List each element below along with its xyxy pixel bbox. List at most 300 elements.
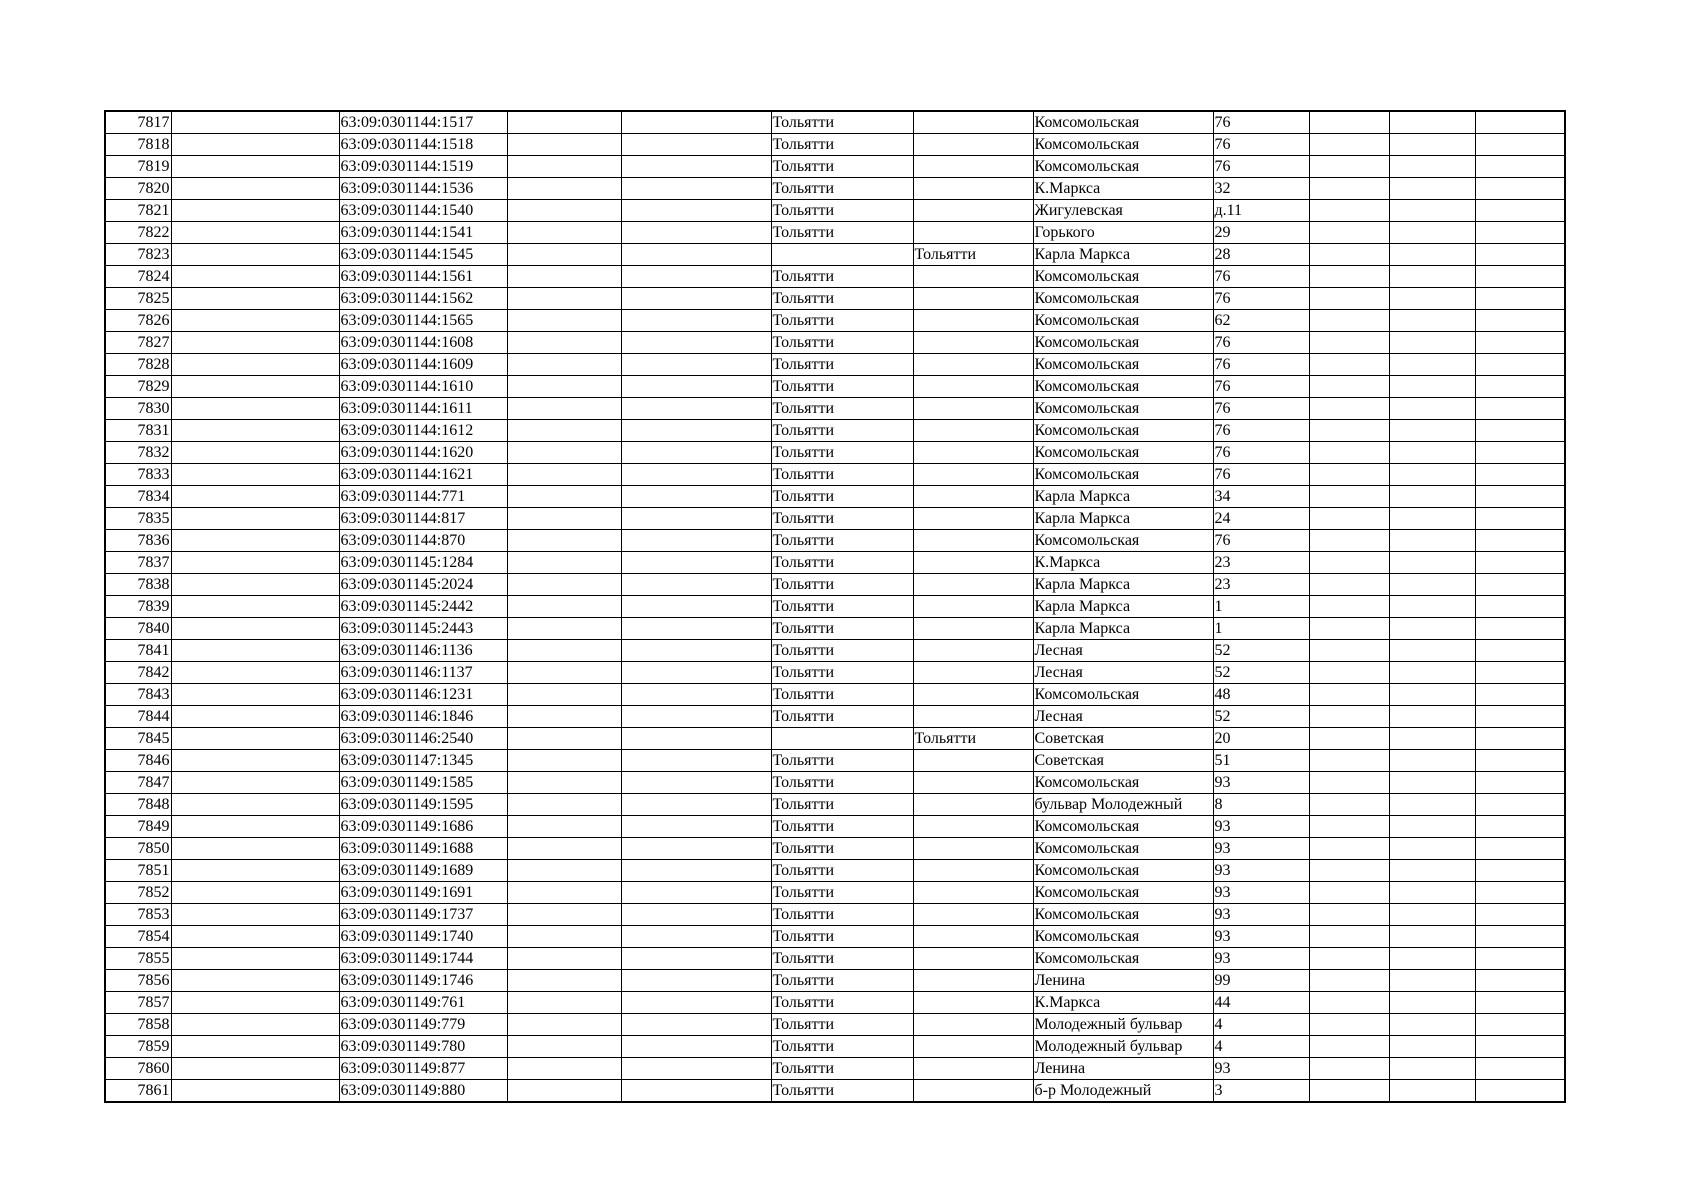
- city-cell: Тольятти: [771, 750, 913, 772]
- empty-cell: [171, 970, 339, 992]
- empty-cell: [1389, 838, 1475, 860]
- empty-cell: [1389, 486, 1475, 508]
- row-number-cell: 7829: [105, 376, 171, 398]
- settlement-cell: [913, 332, 1033, 354]
- settlement-cell: [913, 1014, 1033, 1036]
- empty-cell: [507, 508, 621, 530]
- empty-cell: [171, 574, 339, 596]
- table-row: [105, 596, 1565, 618]
- empty-cell: [621, 772, 771, 794]
- empty-cell: [621, 1036, 771, 1058]
- empty-cell: [621, 222, 771, 244]
- empty-cell: [1309, 750, 1389, 772]
- settlement-cell: [913, 376, 1033, 398]
- empty-cell: [171, 882, 339, 904]
- empty-cell: [1475, 948, 1565, 970]
- empty-cell: [1309, 794, 1389, 816]
- table-row: [105, 134, 1565, 156]
- empty-cell: [621, 684, 771, 706]
- empty-cell: [621, 948, 771, 970]
- city-cell: Тольятти: [771, 1014, 913, 1036]
- empty-cell: [621, 838, 771, 860]
- empty-cell: [621, 310, 771, 332]
- cadastral-number-cell: 63:09:0301149:877: [339, 1058, 507, 1080]
- empty-cell: [507, 442, 621, 464]
- street-cell: Комсомольская: [1033, 134, 1213, 156]
- row-number-cell: 7831: [105, 420, 171, 442]
- house-number-cell: 23: [1213, 574, 1309, 596]
- table-row: [105, 222, 1565, 244]
- settlement-cell: [913, 706, 1033, 728]
- empty-cell: [507, 728, 621, 750]
- empty-cell: [1475, 970, 1565, 992]
- empty-cell: [1389, 310, 1475, 332]
- empty-cell: [507, 134, 621, 156]
- settlement-cell: [913, 156, 1033, 178]
- house-number-cell: 76: [1213, 530, 1309, 552]
- row-number-cell: 7835: [105, 508, 171, 530]
- settlement-cell: [913, 1058, 1033, 1080]
- empty-cell: [507, 574, 621, 596]
- empty-cell: [507, 530, 621, 552]
- street-cell: Комсомольская: [1033, 266, 1213, 288]
- empty-cell: [1389, 816, 1475, 838]
- empty-cell: [1475, 310, 1565, 332]
- row-number-cell: 7854: [105, 926, 171, 948]
- empty-cell: [171, 376, 339, 398]
- city-cell: Тольятти: [771, 420, 913, 442]
- registry-table-body: [105, 111, 1565, 1102]
- empty-cell: [1309, 860, 1389, 882]
- empty-cell: [1389, 398, 1475, 420]
- street-cell: Комсомольская: [1033, 860, 1213, 882]
- empty-cell: [171, 552, 339, 574]
- registry-sheet: [104, 110, 1566, 1103]
- empty-cell: [507, 310, 621, 332]
- settlement-cell: [913, 816, 1033, 838]
- city-cell: Тольятти: [771, 816, 913, 838]
- house-number-cell: 29: [1213, 222, 1309, 244]
- row-number-cell: 7849: [105, 816, 171, 838]
- empty-cell: [171, 904, 339, 926]
- cadastral-number-cell: 63:09:0301149:880: [339, 1080, 507, 1103]
- empty-cell: [1309, 1014, 1389, 1036]
- empty-cell: [1309, 530, 1389, 552]
- table-row: [105, 111, 1565, 134]
- settlement-cell: Тольятти: [913, 728, 1033, 750]
- cadastral-number-cell: 63:09:0301145:2443: [339, 618, 507, 640]
- empty-cell: [1389, 794, 1475, 816]
- row-number-cell: 7851: [105, 860, 171, 882]
- house-number-cell: 76: [1213, 266, 1309, 288]
- empty-cell: [1389, 1058, 1475, 1080]
- city-cell: Тольятти: [771, 178, 913, 200]
- empty-cell: [1389, 420, 1475, 442]
- empty-cell: [507, 244, 621, 266]
- street-cell: Комсомольская: [1033, 530, 1213, 552]
- empty-cell: [1389, 882, 1475, 904]
- cadastral-number-cell: 63:09:0301144:1621: [339, 464, 507, 486]
- city-cell: Тольятти: [771, 486, 913, 508]
- street-cell: Комсомольская: [1033, 926, 1213, 948]
- empty-cell: [1309, 398, 1389, 420]
- empty-cell: [507, 222, 621, 244]
- city-cell: Тольятти: [771, 288, 913, 310]
- empty-cell: [171, 508, 339, 530]
- empty-cell: [1475, 200, 1565, 222]
- table-row: [105, 420, 1565, 442]
- table-row: [105, 442, 1565, 464]
- empty-cell: [171, 354, 339, 376]
- empty-cell: [171, 772, 339, 794]
- empty-cell: [1475, 111, 1565, 134]
- table-row: [105, 992, 1565, 1014]
- table-row: [105, 860, 1565, 882]
- house-number-cell: 93: [1213, 904, 1309, 926]
- empty-cell: [1475, 420, 1565, 442]
- empty-cell: [621, 354, 771, 376]
- empty-cell: [621, 134, 771, 156]
- settlement-cell: [913, 640, 1033, 662]
- empty-cell: [1475, 640, 1565, 662]
- empty-cell: [171, 728, 339, 750]
- empty-cell: [171, 948, 339, 970]
- row-number-cell: 7837: [105, 552, 171, 574]
- empty-cell: [1389, 530, 1475, 552]
- row-number-cell: 7861: [105, 1080, 171, 1103]
- row-number-cell: 7828: [105, 354, 171, 376]
- cadastral-number-cell: 63:09:0301149:1595: [339, 794, 507, 816]
- table-row: [105, 970, 1565, 992]
- empty-cell: [1389, 574, 1475, 596]
- city-cell: Тольятти: [771, 1036, 913, 1058]
- row-number-cell: 7841: [105, 640, 171, 662]
- city-cell: Тольятти: [771, 332, 913, 354]
- settlement-cell: [913, 596, 1033, 618]
- row-number-cell: 7857: [105, 992, 171, 1014]
- empty-cell: [507, 552, 621, 574]
- empty-cell: [1475, 222, 1565, 244]
- empty-cell: [171, 1014, 339, 1036]
- cadastral-number-cell: 63:09:0301144:1612: [339, 420, 507, 442]
- settlement-cell: [913, 222, 1033, 244]
- empty-cell: [171, 332, 339, 354]
- empty-cell: [621, 904, 771, 926]
- settlement-cell: [913, 530, 1033, 552]
- empty-cell: [171, 178, 339, 200]
- house-number-cell: 76: [1213, 464, 1309, 486]
- empty-cell: [1309, 882, 1389, 904]
- street-cell: Комсомольская: [1033, 376, 1213, 398]
- empty-cell: [171, 244, 339, 266]
- cadastral-number-cell: 63:09:0301144:1519: [339, 156, 507, 178]
- cadastral-number-cell: 63:09:0301146:1137: [339, 662, 507, 684]
- city-cell: Тольятти: [771, 134, 913, 156]
- empty-cell: [507, 794, 621, 816]
- city-cell: Тольятти: [771, 376, 913, 398]
- settlement-cell: [913, 354, 1033, 376]
- cadastral-number-cell: 63:09:0301144:1562: [339, 288, 507, 310]
- settlement-cell: [913, 618, 1033, 640]
- empty-cell: [1389, 376, 1475, 398]
- city-cell: Тольятти: [771, 640, 913, 662]
- street-cell: б-р Молодежный: [1033, 1080, 1213, 1103]
- table-row: [105, 1080, 1565, 1103]
- cadastral-number-cell: 63:09:0301144:870: [339, 530, 507, 552]
- row-number-cell: 7838: [105, 574, 171, 596]
- empty-cell: [507, 662, 621, 684]
- city-cell: Тольятти: [771, 860, 913, 882]
- empty-cell: [1389, 684, 1475, 706]
- cadastral-number-cell: 63:09:0301149:761: [339, 992, 507, 1014]
- empty-cell: [621, 640, 771, 662]
- empty-cell: [1389, 222, 1475, 244]
- settlement-cell: [913, 552, 1033, 574]
- empty-cell: [507, 816, 621, 838]
- house-number-cell: 1: [1213, 596, 1309, 618]
- row-number-cell: 7825: [105, 288, 171, 310]
- house-number-cell: 76: [1213, 332, 1309, 354]
- empty-cell: [1475, 904, 1565, 926]
- empty-cell: [621, 156, 771, 178]
- settlement-cell: [913, 750, 1033, 772]
- empty-cell: [1389, 618, 1475, 640]
- row-number-cell: 7827: [105, 332, 171, 354]
- cadastral-number-cell: 63:09:0301149:780: [339, 1036, 507, 1058]
- street-cell: Карла Маркса: [1033, 618, 1213, 640]
- empty-cell: [507, 288, 621, 310]
- settlement-cell: [913, 398, 1033, 420]
- cadastral-number-cell: 63:09:0301144:1609: [339, 354, 507, 376]
- empty-cell: [1475, 684, 1565, 706]
- settlement-cell: [913, 1036, 1033, 1058]
- house-number-cell: 76: [1213, 156, 1309, 178]
- empty-cell: [171, 860, 339, 882]
- row-number-cell: 7859: [105, 1036, 171, 1058]
- empty-cell: [171, 1080, 339, 1103]
- settlement-cell: [913, 266, 1033, 288]
- empty-cell: [621, 111, 771, 134]
- settlement-cell: [913, 662, 1033, 684]
- house-number-cell: 32: [1213, 178, 1309, 200]
- house-number-cell: 62: [1213, 310, 1309, 332]
- empty-cell: [1309, 310, 1389, 332]
- empty-cell: [1389, 552, 1475, 574]
- empty-cell: [1475, 332, 1565, 354]
- cadastral-number-cell: 63:09:0301149:779: [339, 1014, 507, 1036]
- empty-cell: [507, 772, 621, 794]
- table-row: [105, 464, 1565, 486]
- row-number-cell: 7826: [105, 310, 171, 332]
- settlement-cell: [913, 882, 1033, 904]
- street-cell: К.Маркса: [1033, 552, 1213, 574]
- table-row: [105, 530, 1565, 552]
- empty-cell: [1309, 464, 1389, 486]
- empty-cell: [1309, 332, 1389, 354]
- cadastral-number-cell: 63:09:0301144:771: [339, 486, 507, 508]
- street-cell: Комсомольская: [1033, 310, 1213, 332]
- settlement-cell: [913, 684, 1033, 706]
- empty-cell: [1475, 1036, 1565, 1058]
- empty-cell: [1389, 948, 1475, 970]
- empty-cell: [621, 332, 771, 354]
- empty-cell: [171, 530, 339, 552]
- empty-cell: [1309, 574, 1389, 596]
- city-cell: Тольятти: [771, 156, 913, 178]
- cadastral-number-cell: 63:09:0301144:1545: [339, 244, 507, 266]
- empty-cell: [1389, 926, 1475, 948]
- settlement-cell: [913, 904, 1033, 926]
- house-number-cell: 76: [1213, 442, 1309, 464]
- row-number-cell: 7860: [105, 1058, 171, 1080]
- table-row: [105, 1058, 1565, 1080]
- street-cell: бульвар Молодежный: [1033, 794, 1213, 816]
- street-cell: Комсомольская: [1033, 838, 1213, 860]
- empty-cell: [1309, 728, 1389, 750]
- empty-cell: [1309, 156, 1389, 178]
- cadastral-number-cell: 63:09:0301149:1744: [339, 948, 507, 970]
- empty-cell: [621, 200, 771, 222]
- settlement-cell: [913, 420, 1033, 442]
- empty-cell: [1475, 728, 1565, 750]
- street-cell: Лесная: [1033, 662, 1213, 684]
- empty-cell: [621, 926, 771, 948]
- empty-cell: [1475, 816, 1565, 838]
- table-row: [105, 948, 1565, 970]
- row-number-cell: 7847: [105, 772, 171, 794]
- cadastral-number-cell: 63:09:0301149:1737: [339, 904, 507, 926]
- street-cell: Комсомольская: [1033, 398, 1213, 420]
- empty-cell: [1309, 706, 1389, 728]
- empty-cell: [621, 178, 771, 200]
- registry-table: [104, 110, 1566, 1103]
- table-row: [105, 772, 1565, 794]
- settlement-cell: [913, 574, 1033, 596]
- cadastral-number-cell: 63:09:0301145:2024: [339, 574, 507, 596]
- row-number-cell: 7820: [105, 178, 171, 200]
- empty-cell: [1389, 244, 1475, 266]
- empty-cell: [171, 706, 339, 728]
- empty-cell: [1309, 948, 1389, 970]
- empty-cell: [1309, 684, 1389, 706]
- street-cell: Комсомольская: [1033, 420, 1213, 442]
- table-row: [105, 882, 1565, 904]
- empty-cell: [171, 618, 339, 640]
- empty-cell: [1389, 111, 1475, 134]
- empty-cell: [1309, 662, 1389, 684]
- table-row: [105, 706, 1565, 728]
- street-cell: Комсомольская: [1033, 684, 1213, 706]
- city-cell: Тольятти: [771, 1058, 913, 1080]
- empty-cell: [171, 662, 339, 684]
- empty-cell: [1309, 442, 1389, 464]
- city-cell: Тольятти: [771, 111, 913, 134]
- empty-cell: [1309, 354, 1389, 376]
- row-number-cell: 7817: [105, 111, 171, 134]
- settlement-cell: [913, 992, 1033, 1014]
- cadastral-number-cell: 63:09:0301144:1565: [339, 310, 507, 332]
- empty-cell: [1309, 178, 1389, 200]
- empty-cell: [1389, 706, 1475, 728]
- empty-cell: [171, 1058, 339, 1080]
- empty-cell: [1475, 508, 1565, 530]
- cadastral-number-cell: 63:09:0301149:1691: [339, 882, 507, 904]
- empty-cell: [1389, 860, 1475, 882]
- city-cell: Тольятти: [771, 310, 913, 332]
- cadastral-number-cell: 63:09:0301144:1620: [339, 442, 507, 464]
- house-number-cell: 52: [1213, 662, 1309, 684]
- empty-cell: [1389, 772, 1475, 794]
- street-cell: Комсомольская: [1033, 111, 1213, 134]
- empty-cell: [1475, 926, 1565, 948]
- table-row: [105, 244, 1565, 266]
- house-number-cell: 76: [1213, 288, 1309, 310]
- house-number-cell: 76: [1213, 354, 1309, 376]
- city-cell: Тольятти: [771, 508, 913, 530]
- empty-cell: [171, 420, 339, 442]
- empty-cell: [1309, 200, 1389, 222]
- house-number-cell: 99: [1213, 970, 1309, 992]
- street-cell: Молодежный бульвар: [1033, 1036, 1213, 1058]
- cadastral-number-cell: 63:09:0301144:1608: [339, 332, 507, 354]
- table-row: [105, 618, 1565, 640]
- settlement-cell: [913, 134, 1033, 156]
- empty-cell: [507, 420, 621, 442]
- street-cell: Комсомольская: [1033, 332, 1213, 354]
- cadastral-number-cell: 63:09:0301149:1688: [339, 838, 507, 860]
- empty-cell: [171, 222, 339, 244]
- cadastral-number-cell: 63:09:0301145:1284: [339, 552, 507, 574]
- empty-cell: [1309, 816, 1389, 838]
- empty-cell: [621, 244, 771, 266]
- empty-cell: [621, 662, 771, 684]
- empty-cell: [1309, 134, 1389, 156]
- empty-cell: [1309, 1058, 1389, 1080]
- cadastral-number-cell: 63:09:0301144:1611: [339, 398, 507, 420]
- city-cell: Тольятти: [771, 596, 913, 618]
- settlement-cell: [913, 111, 1033, 134]
- street-cell: Комсомольская: [1033, 354, 1213, 376]
- empty-cell: [1309, 486, 1389, 508]
- table-row: [105, 816, 1565, 838]
- empty-cell: [1475, 156, 1565, 178]
- house-number-cell: 76: [1213, 111, 1309, 134]
- city-cell: Тольятти: [771, 1080, 913, 1103]
- empty-cell: [1309, 926, 1389, 948]
- empty-cell: [1475, 134, 1565, 156]
- empty-cell: [1475, 530, 1565, 552]
- row-number-cell: 7836: [105, 530, 171, 552]
- empty-cell: [621, 530, 771, 552]
- empty-cell: [171, 486, 339, 508]
- empty-cell: [621, 728, 771, 750]
- row-number-cell: 7818: [105, 134, 171, 156]
- house-number-cell: 76: [1213, 134, 1309, 156]
- empty-cell: [1475, 574, 1565, 596]
- empty-cell: [507, 332, 621, 354]
- empty-cell: [621, 816, 771, 838]
- settlement-cell: [913, 200, 1033, 222]
- empty-cell: [1389, 508, 1475, 530]
- empty-cell: [1309, 640, 1389, 662]
- empty-cell: [1389, 1080, 1475, 1103]
- empty-cell: [621, 442, 771, 464]
- house-number-cell: 93: [1213, 772, 1309, 794]
- row-number-cell: 7852: [105, 882, 171, 904]
- empty-cell: [171, 1036, 339, 1058]
- settlement-cell: [913, 838, 1033, 860]
- empty-cell: [1309, 288, 1389, 310]
